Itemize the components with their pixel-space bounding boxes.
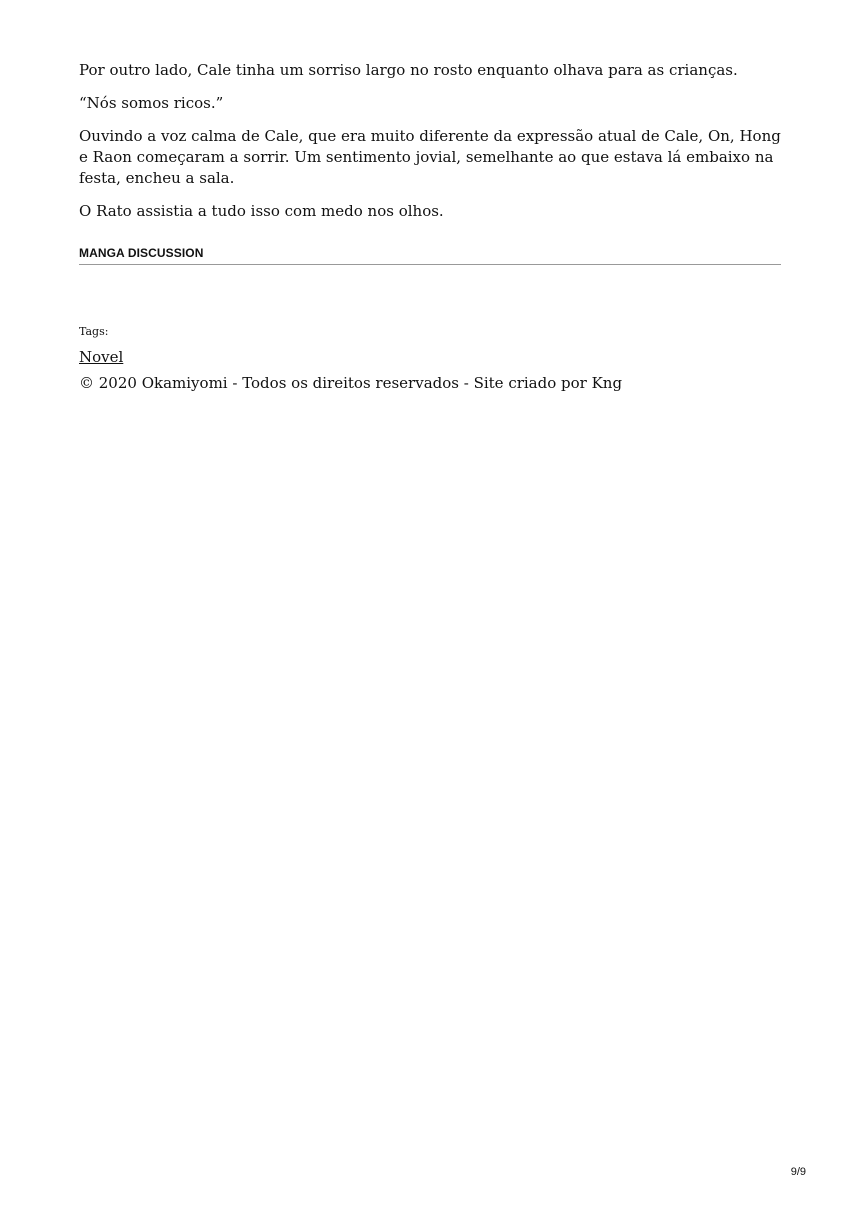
article-paragraph: O Rato assistia a tudo isso com medo nos olhos. (79, 202, 444, 220)
footer-copyright: © 2020 Okamiyomi - Todos os direitos reservados - Site criado por Kng (79, 374, 623, 392)
tag-link-novel[interactable]: Novel (79, 348, 124, 366)
tags-label: Tags: (79, 325, 109, 338)
manga-discussion-heading: MANGA DISCUSSION (79, 246, 781, 265)
page-number: 9/9 (790, 1166, 806, 1178)
article-paragraph: Por outro lado, Cale tinha um sorriso largo no rosto enquanto olhava para as crianças. (79, 61, 738, 79)
article-paragraph: Ouvindo a voz calma de Cale, que era muito diferente da expressão atual de Cale, On, Hong e Raon começaram a sorrir. Um sentimento jovial, semelhante ao que estava lá embaixo na festa, encheu a sala. (79, 127, 781, 187)
article-content (79, 60, 781, 393)
article-paragraph: “Nós somos ricos.” (79, 94, 224, 112)
